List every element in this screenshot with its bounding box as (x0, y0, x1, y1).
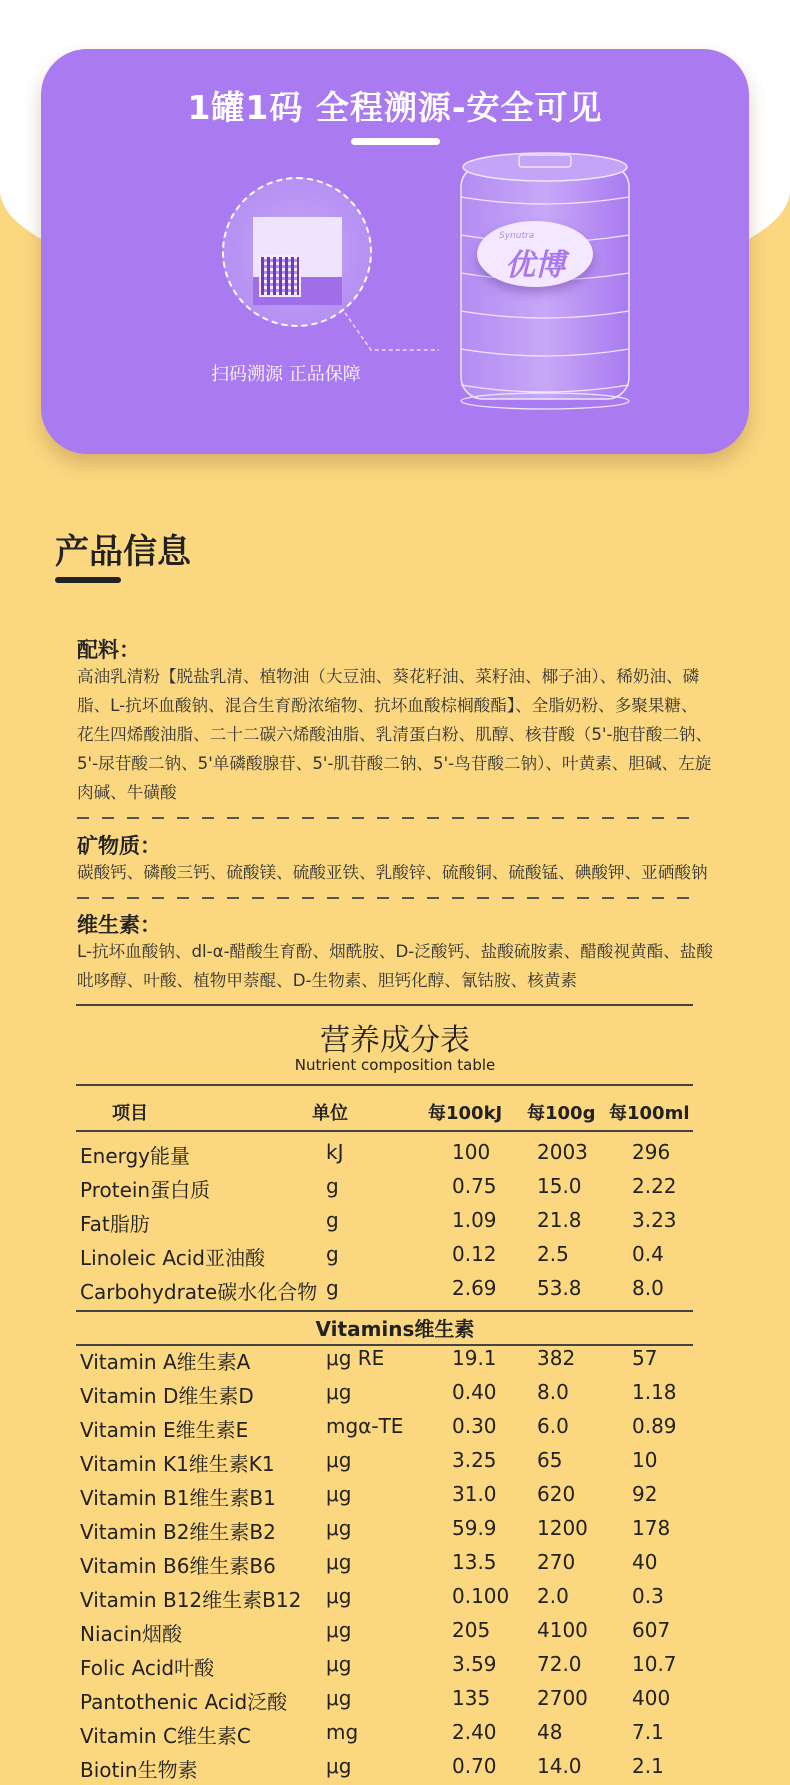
minerals-label: 矿物质： (77, 834, 161, 858)
per-100kj-value: 1.09 (452, 1208, 497, 1232)
traceability-banner (41, 49, 749, 454)
per-100g-value: 2003 (537, 1140, 588, 1164)
nutrient-unit: g (326, 1276, 339, 1300)
can-brand-logo (477, 221, 593, 287)
table-row (0, 1174, 790, 1208)
ingredients-text: 高油乳清粉【脱盐乳清、植物油（大豆油、葵花籽油、菜籽油、椰子油）、稀奶油、磷脂、L-抗坏血酸钠、混合生育酚浓缩物、抗坏血酸棕榈酸酯】、全脂奶粉、多聚果糖、花生四烯酸油脂、二十二碳六烯酸油脂、乳清蛋白粉、肌醇、核苷酸（5'-胞苷酸二钠、5'-尿苷酸二钠、5'单磷酸腺苷、5'-肌苷酸二钠、5'-鸟苷酸二钠）、叶黄素、胆碱、左旋肉碱、牛磺酸 (77, 667, 713, 802)
scan-caption: 扫码溯源 正品保障 (211, 364, 361, 385)
nutrient-name: Vitamin A维生素A (80, 1350, 251, 1374)
per-100ml-value: 2.1 (632, 1754, 664, 1778)
nutrient-name: Vitamin K1维生素K1 (80, 1452, 275, 1476)
divider-dashed (77, 897, 692, 899)
per-100kj-value: 2.40 (452, 1720, 497, 1744)
nutrient-name: Pantothenic Acid泛酸 (80, 1690, 288, 1714)
can-brand-small-text: Synutra (499, 231, 535, 241)
per-100ml-value: 178 (632, 1516, 671, 1540)
nutrient-name: Fat脂肪 (80, 1212, 150, 1236)
per-100kj-value: 19.1 (452, 1346, 497, 1370)
table-header-item: 项目 (112, 1103, 148, 1124)
can-brand-text: 优博 (505, 248, 565, 283)
nutrient-unit: μg (326, 1380, 352, 1404)
ingredients-label: 配料： (77, 638, 140, 662)
per-100g-value: 53.8 (537, 1276, 582, 1300)
section-title-underline (55, 577, 121, 583)
per-100g-value: 15.0 (537, 1174, 582, 1198)
banner-title: 1罐1码 全程溯源-安全可见 (187, 88, 603, 127)
vitamins-header-top-rule (76, 1310, 693, 1312)
table-row (0, 1208, 790, 1242)
connector-dashed-line (41, 49, 749, 454)
per-100ml-value: 7.1 (632, 1720, 664, 1744)
per-100ml-value: 296 (632, 1140, 671, 1164)
nutrient-name: Protein蛋白质 (80, 1178, 211, 1202)
per-100ml-value: 10.7 (632, 1652, 677, 1676)
per-100g-value: 14.0 (537, 1754, 582, 1778)
table-row (0, 1550, 790, 1584)
per-100ml-value: 0.4 (632, 1242, 664, 1266)
table-row (0, 1448, 790, 1482)
per-100ml-value: 40 (632, 1550, 658, 1574)
per-100kj-value: 0.30 (452, 1414, 497, 1438)
vitamins-label: 维生素： (77, 913, 161, 937)
nutrient-unit: μg (326, 1652, 352, 1676)
vitamins-text: L-抗坏血酸钠、dl-α-醋酸生育酚、烟酰胺、D-泛酸钙、盐酸硫胺素、醋酸视黄酯、盐酸吡哆醇、叶酸、植物甲萘醌、D-生物素、胆钙化醇、氰钴胺、核黄素 (77, 942, 713, 990)
per-100kj-value: 0.70 (452, 1754, 497, 1778)
nutrient-unit: μg (326, 1550, 352, 1574)
nutrient-name: Niacin烟酸 (80, 1622, 183, 1646)
per-100ml-value: 10 (632, 1448, 658, 1472)
per-100kj-value: 0.75 (452, 1174, 497, 1198)
per-100kj-value: 3.25 (452, 1448, 497, 1472)
vitamins-table-subheader: Vitamins维生素 (315, 1317, 475, 1341)
minerals-text: 碳酸钙、磷酸三钙、硫酸镁、硫酸亚铁、乳酸锌、硫酸铜、硫酸锰、碘酸钾、亚硒酸钠 (77, 863, 708, 882)
per-100g-value: 4100 (537, 1618, 588, 1642)
per-100g-value: 382 (537, 1346, 576, 1370)
nutrient-unit: μg (326, 1754, 352, 1778)
divider-dashed (77, 817, 692, 819)
per-100ml-value: 92 (632, 1482, 658, 1506)
table-top-rule (76, 1004, 693, 1006)
qr-code-icon (259, 255, 301, 297)
per-100kj-value: 13.5 (452, 1550, 497, 1574)
formula-can-illustration (455, 149, 635, 411)
per-100kj-value: 0.40 (452, 1380, 497, 1404)
per-100ml-value: 3.23 (632, 1208, 677, 1232)
per-100g-value: 270 (537, 1550, 576, 1574)
per-100kj-value: 135 (452, 1686, 491, 1710)
qr-code-circle (222, 177, 372, 327)
per-100ml-value: 1.18 (632, 1380, 677, 1404)
table-row (0, 1140, 790, 1174)
nutrient-name: Energy能量 (80, 1144, 191, 1168)
per-100g-value: 2.0 (537, 1584, 569, 1608)
nutrient-name: Folic Acid叶酸 (80, 1656, 215, 1680)
nutrient-unit: μg (326, 1516, 352, 1540)
nutrient-unit: kJ (326, 1140, 344, 1164)
table-row (0, 1720, 790, 1754)
nutrient-unit: μg (326, 1686, 352, 1710)
nutrient-unit: μg (326, 1482, 352, 1506)
table-row (0, 1754, 790, 1785)
table-row (0, 1652, 790, 1686)
nutrient-name: Vitamin B2维生素B2 (80, 1520, 276, 1544)
nutrient-name: Vitamin E维生素E (80, 1418, 249, 1442)
nutrient-unit: g (326, 1174, 339, 1198)
qr-label-card (253, 217, 342, 305)
nutrient-unit: g (326, 1242, 339, 1266)
per-100g-value: 72.0 (537, 1652, 582, 1676)
per-100g-value: 48 (537, 1720, 563, 1744)
table-header-bottom-rule (76, 1130, 693, 1132)
per-100ml-value: 2.22 (632, 1174, 677, 1198)
table-row (0, 1482, 790, 1516)
table-row (0, 1516, 790, 1550)
per-100g-value: 620 (537, 1482, 576, 1506)
table-row (0, 1276, 790, 1310)
table-row (0, 1686, 790, 1720)
per-100kj-value: 0.12 (452, 1242, 497, 1266)
nutrient-name: Carbohydrate碳水化合物 (80, 1280, 318, 1304)
per-100kj-value: 0.100 (452, 1584, 510, 1608)
nutrient-unit: mg (326, 1720, 359, 1744)
per-100kj-value: 59.9 (452, 1516, 497, 1540)
table-row (0, 1618, 790, 1652)
per-100kj-value: 31.0 (452, 1482, 497, 1506)
per-100ml-value: 8.0 (632, 1276, 664, 1300)
nutrient-unit: μg (326, 1448, 352, 1472)
nutrition-table-title: 营养成分表 (320, 1023, 470, 1058)
table-row (0, 1242, 790, 1276)
table-row (0, 1584, 790, 1618)
per-100g-value: 2700 (537, 1686, 588, 1710)
per-100g-value: 21.8 (537, 1208, 582, 1232)
nutrient-name: Linoleic Acid亚油酸 (80, 1246, 265, 1270)
nutrient-name: Vitamin B6维生素B6 (80, 1554, 276, 1578)
nutrition-table-subtitle: Nutrient composition table (294, 1056, 496, 1074)
per-100kj-value: 3.59 (452, 1652, 497, 1676)
table-row (0, 1346, 790, 1380)
per-100kj-value: 205 (452, 1618, 491, 1642)
table-header-per-100kj: 每100kJ (428, 1103, 503, 1124)
section-title: 产品信息 (55, 532, 191, 572)
per-100ml-value: 0.89 (632, 1414, 677, 1438)
table-row (0, 1380, 790, 1414)
nutrient-unit: μg RE (326, 1346, 385, 1370)
nutrient-name: Vitamin D维生素D (80, 1384, 254, 1408)
table-header-per-100ml: 每100ml (609, 1103, 690, 1124)
nutrient-name: Biotin生物素 (80, 1758, 198, 1782)
per-100kj-value: 100 (452, 1140, 491, 1164)
per-100g-value: 65 (537, 1448, 563, 1472)
table-header-unit: 单位 (312, 1103, 348, 1124)
per-100ml-value: 607 (632, 1618, 671, 1642)
per-100g-value: 2.5 (537, 1242, 569, 1266)
per-100ml-value: 57 (632, 1346, 658, 1370)
per-100ml-value: 400 (632, 1686, 671, 1710)
per-100ml-value: 0.3 (632, 1584, 664, 1608)
nutrient-name: Vitamin B12维生素B12 (80, 1588, 302, 1612)
per-100g-value: 8.0 (537, 1380, 569, 1404)
nutrient-name: Vitamin C维生素C (80, 1724, 251, 1748)
nutrient-name: Vitamin B1维生素B1 (80, 1486, 276, 1510)
per-100g-value: 1200 (537, 1516, 588, 1540)
per-100kj-value: 2.69 (452, 1276, 497, 1300)
per-100g-value: 6.0 (537, 1414, 569, 1438)
table-row (0, 1414, 790, 1448)
table-header-per-100g: 每100g (527, 1103, 596, 1124)
nutrient-unit: μg (326, 1618, 352, 1642)
nutrient-unit: μg (326, 1584, 352, 1608)
nutrient-unit: mgα-TE (326, 1414, 404, 1438)
table-header-top-rule (76, 1084, 693, 1086)
nutrient-unit: g (326, 1208, 339, 1232)
